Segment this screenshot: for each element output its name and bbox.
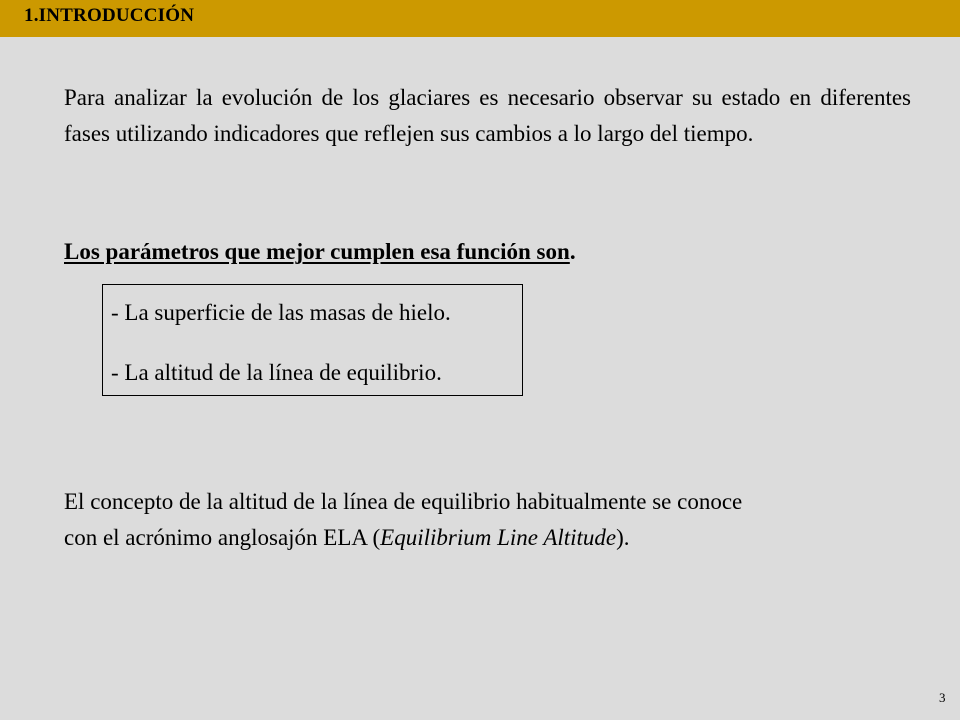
parameters-box (102, 284, 523, 396)
parameter-item-surface: - La superficie de las masas de hielo. (111, 300, 451, 325)
parameter-item-ela: - La altitud de la línea de equilibrio. (111, 360, 442, 385)
ela-line-2 (64, 520, 924, 556)
section-title: 1.INTRODUCCIÓN (24, 5, 195, 26)
ela-paragraph (64, 484, 924, 556)
parameters-heading (64, 234, 576, 270)
ela-line-2-end: ). (616, 525, 630, 550)
page-number: 3 (939, 690, 946, 705)
ela-acronym-expansion: Equilibrium Line Altitude (380, 525, 617, 550)
intro-paragraph: Para analizar la evolución de los glaciares es necesario observar su estado en diferentes fases utilizando indicadores que reflejen sus cambios a lo largo del tiempo. (64, 85, 911, 146)
ela-line-1: El concepto de la altitud de la línea de equilibrio habitualmente se conoce (64, 489, 743, 514)
header-bar (0, 0, 960, 37)
parameters-heading-text: Los parámetros que mejor cumplen esa función son (64, 239, 570, 264)
parameters-heading-period: . (569, 239, 576, 264)
ela-line-2-start: con el acrónimo anglosajón ELA ( (64, 525, 381, 550)
